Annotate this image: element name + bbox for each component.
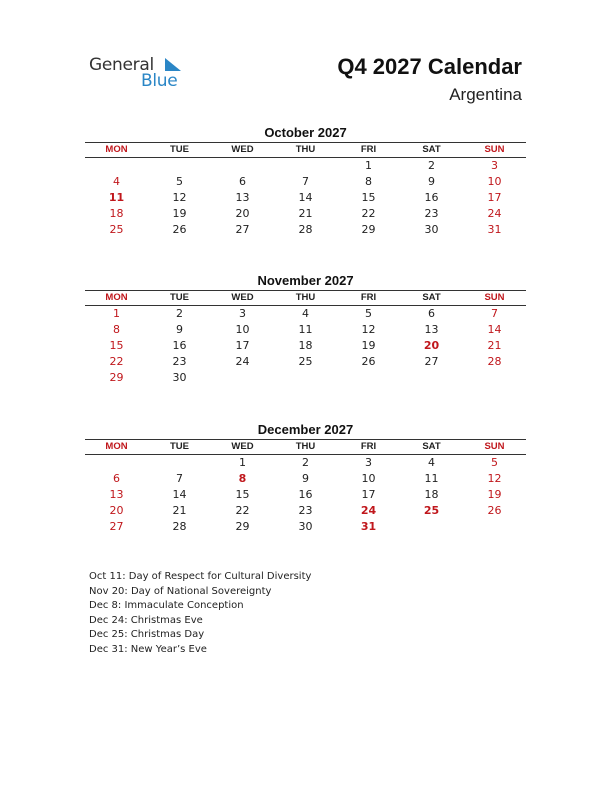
day-cell [211, 158, 274, 174]
day-cell: 16 [172, 339, 187, 352]
weekday-label: SAT [422, 441, 441, 452]
day-cell: 21 [298, 207, 313, 220]
weekday-label: WED [231, 441, 254, 452]
day-cell: 7 [491, 307, 498, 320]
day-cell: 20 [423, 339, 440, 352]
weekday-label: SUN [484, 441, 505, 452]
day-cell: 27 [109, 520, 124, 533]
day-cell [337, 370, 400, 386]
holiday-note: Nov 20: Day of National Sovereignty [89, 585, 272, 597]
holiday-note: Dec 8: Immaculate Conception [89, 600, 244, 611]
holiday-note: Dec 25: Christmas Day [89, 629, 205, 640]
day-cell: 23 [424, 207, 439, 220]
day-cell [211, 370, 274, 386]
day-cell: 4 [302, 307, 309, 320]
day-cell: 23 [298, 504, 313, 517]
day-cell: 11 [298, 323, 313, 336]
day-cell: 30 [424, 223, 439, 236]
weekday-label: MON [105, 441, 128, 452]
weekday-label: FRI [360, 144, 377, 155]
day-cell: 6 [428, 307, 435, 320]
weekday-header [85, 143, 526, 157]
day-cell: 1 [113, 307, 120, 320]
day-cell: 9 [176, 323, 183, 336]
weekday-label: MON [105, 144, 128, 155]
day-cell: 4 [113, 175, 120, 188]
day-cell: 2 [302, 456, 309, 469]
month-november [85, 272, 526, 386]
day-grid [85, 455, 526, 535]
day-cell: 25 [109, 223, 124, 236]
day-cell [274, 158, 337, 174]
weekday-label: SUN [484, 292, 505, 303]
day-cell: 6 [239, 175, 246, 188]
month-october [85, 124, 526, 238]
day-cell: 22 [361, 207, 376, 220]
weekday-label: TUE [170, 292, 189, 303]
day-cell: 15 [235, 488, 250, 501]
day-cell: 3 [491, 159, 498, 172]
holiday-notes [89, 570, 311, 657]
day-cell: 28 [298, 223, 313, 236]
day-cell: 14 [298, 191, 313, 204]
day-cell: 24 [360, 504, 377, 517]
day-cell: 6 [113, 472, 120, 485]
day-cell [85, 455, 148, 471]
generalblue-logo [89, 55, 189, 95]
day-cell: 2 [428, 159, 435, 172]
day-cell: 1 [365, 159, 372, 172]
day-cell: 12 [172, 191, 187, 204]
weekday-label: TUE [170, 144, 189, 155]
day-cell: 26 [487, 504, 502, 517]
day-cell: 28 [172, 520, 187, 533]
day-cell: 24 [487, 207, 502, 220]
day-cell: 14 [172, 488, 187, 501]
day-cell: 5 [491, 456, 498, 469]
day-grid [85, 306, 526, 386]
holiday-note: Oct 11: Day of Respect for Cultural Diversity [89, 571, 312, 582]
weekday-label: SUN [484, 144, 505, 155]
day-cell: 19 [361, 339, 376, 352]
day-cell: 7 [302, 175, 309, 188]
day-cell: 19 [487, 488, 502, 501]
day-cell: 15 [361, 191, 376, 204]
weekday-label: WED [231, 144, 254, 155]
day-cell: 23 [172, 355, 187, 368]
holiday-note: Dec 24: Christmas Eve [89, 614, 203, 626]
day-cell: 21 [487, 339, 502, 352]
day-cell: 13 [424, 323, 439, 336]
day-cell: 25 [298, 355, 313, 368]
day-cell: 20 [235, 207, 250, 220]
weekday-label: THU [295, 292, 316, 303]
day-cell: 25 [423, 504, 440, 517]
day-cell: 11 [108, 191, 125, 204]
day-cell: 15 [109, 339, 124, 352]
day-cell: 12 [487, 472, 502, 485]
day-cell [148, 158, 211, 174]
month-title: November 2027 [257, 273, 354, 288]
day-cell: 8 [365, 175, 372, 188]
weekday-label: SAT [422, 292, 441, 303]
day-cell: 18 [298, 339, 313, 352]
day-cell [463, 370, 526, 386]
day-cell: 16 [424, 191, 439, 204]
day-cell: 10 [235, 323, 250, 336]
day-cell: 17 [361, 488, 376, 501]
month-december [85, 421, 526, 535]
day-cell [148, 455, 211, 471]
weekday-label: FRI [360, 441, 377, 452]
day-cell: 24 [235, 355, 250, 368]
day-cell: 31 [360, 520, 377, 533]
day-cell: 21 [172, 504, 187, 517]
country-name: Argentina [449, 85, 522, 104]
day-cell: 3 [365, 456, 372, 469]
day-cell: 18 [424, 488, 439, 501]
day-cell: 26 [172, 223, 187, 236]
weekday-label: THU [295, 144, 316, 155]
day-cell: 5 [176, 175, 183, 188]
day-cell: 28 [487, 355, 502, 368]
day-cell: 29 [109, 371, 124, 384]
day-grid [85, 158, 526, 238]
day-cell: 20 [109, 504, 124, 517]
day-cell: 22 [109, 355, 124, 368]
month-title: December 2027 [257, 422, 354, 437]
day-cell: 8 [238, 472, 247, 485]
day-cell: 30 [298, 520, 313, 533]
day-cell: 12 [361, 323, 376, 336]
day-cell: 14 [487, 323, 502, 336]
day-cell: 4 [428, 456, 435, 469]
day-cell: 27 [235, 223, 250, 236]
day-cell: 17 [487, 191, 502, 204]
day-cell: 2 [176, 307, 183, 320]
day-cell: 27 [424, 355, 439, 368]
holiday-note: Dec 31: New Year’s Eve [89, 643, 207, 655]
weekday-label: MON [105, 292, 128, 303]
day-cell [274, 370, 337, 386]
day-cell: 29 [235, 520, 250, 533]
page-title: Q4 2027 Calendar [337, 54, 522, 79]
day-cell: 11 [424, 472, 439, 485]
day-cell: 9 [428, 175, 435, 188]
day-cell [463, 519, 526, 535]
day-cell: 13 [109, 488, 124, 501]
day-cell: 18 [109, 207, 124, 220]
day-cell [400, 370, 463, 386]
day-cell: 8 [113, 323, 120, 336]
weekday-label: FRI [360, 292, 377, 303]
day-cell: 1 [239, 456, 246, 469]
weekday-label: TUE [170, 441, 189, 452]
logo-word-general: General [89, 55, 154, 75]
day-cell: 9 [302, 472, 309, 485]
day-cell: 19 [172, 207, 187, 220]
day-cell: 22 [235, 504, 250, 517]
day-cell: 10 [361, 472, 376, 485]
day-cell: 10 [487, 175, 502, 188]
logo-word-blue: Blue [141, 71, 178, 91]
weekday-header [85, 291, 526, 305]
weekday-label: SAT [422, 144, 441, 155]
day-cell: 13 [235, 191, 250, 204]
day-cell: 5 [365, 307, 372, 320]
month-title: October 2027 [264, 125, 347, 140]
weekday-label: THU [295, 441, 316, 452]
day-cell: 29 [361, 223, 376, 236]
day-cell: 17 [235, 339, 250, 352]
day-cell [400, 519, 463, 535]
day-cell: 7 [176, 472, 183, 485]
day-cell: 26 [361, 355, 376, 368]
weekday-header [85, 440, 526, 454]
day-cell: 16 [298, 488, 313, 501]
day-cell: 30 [172, 371, 187, 384]
day-cell: 3 [239, 307, 246, 320]
weekday-label: WED [231, 292, 254, 303]
day-cell: 31 [487, 223, 502, 236]
day-cell [85, 158, 148, 174]
